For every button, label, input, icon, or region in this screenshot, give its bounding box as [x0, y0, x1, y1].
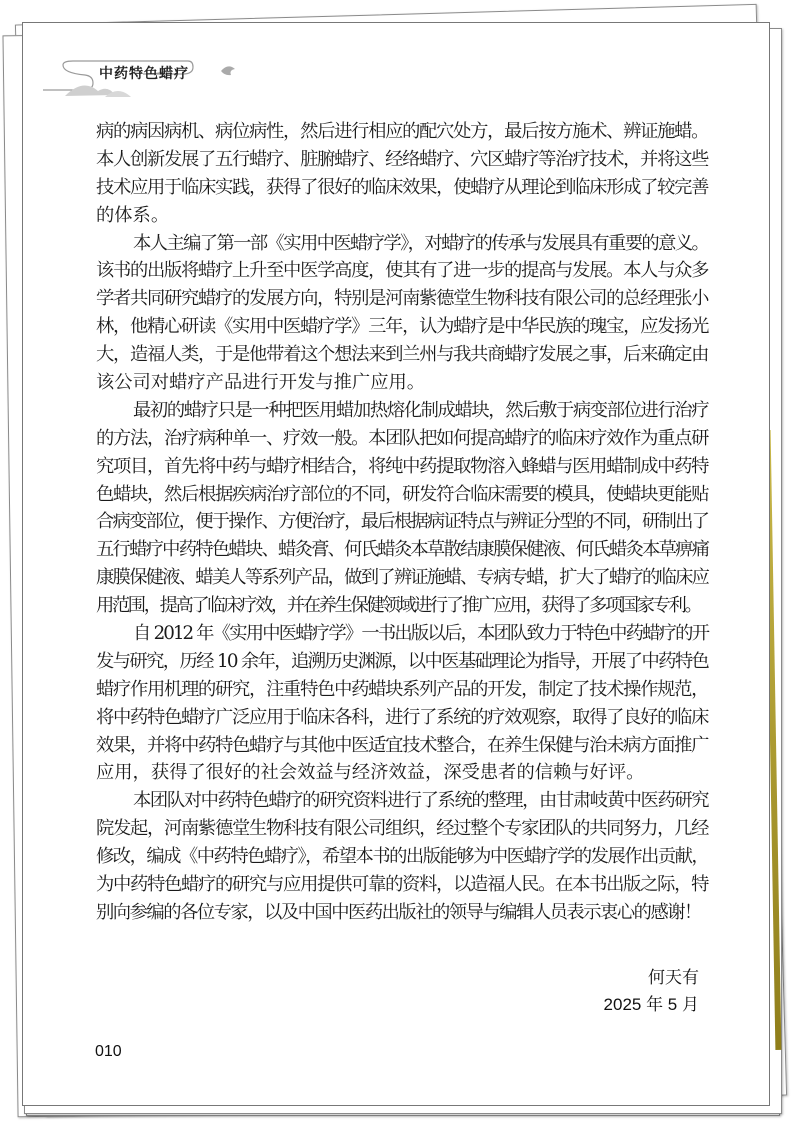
text-line: 色蜡块，然后根据疾病治疗部位的不同，研发符合临床需要的模具，使蜡块更能贴: [96, 483, 708, 505]
text-line: 的方法，治疗病种单一、疗效一般。本团队把如何提高蜡疗的临床疗效作为重点研: [96, 427, 708, 449]
author-signature: 何天有: [648, 968, 699, 987]
paragraph: [96, 787, 708, 926]
signature-date: 2025 年 5 月: [603, 995, 699, 1014]
paragraph: [96, 118, 708, 230]
text-line: 本团队对中药特色蜡疗的研究资料进行了系统的整理，由甘肃岐黄中医药研究: [133, 790, 708, 812]
text-line: 该书的出版将蜡疗上升至中医学高度，使其有了进一步的提高与发展。本人与众多: [96, 260, 708, 282]
text-line: 最初的蜡疗只是一种把医用蜡加热熔化制成蜡块，然后敷于病变部位进行治疗: [133, 399, 708, 421]
text-line: 学者共同研究蜡疗的发展方向，特别是河南紫德堂生物科技有限公司的总经理张小: [96, 288, 708, 310]
paragraph: [96, 620, 708, 787]
text-line: 别向参编的各位专家，以及中国中医药出版社的领导与编辑人员表示衷心的感谢！: [96, 901, 701, 923]
text-line: 的体系。: [96, 204, 170, 226]
running-header: [23, 23, 769, 103]
text-line: 大，造福人类，于是他带着这个想法来到兰州与我共商蜡疗发展之事，后来确定由: [96, 344, 708, 366]
text-line: 合病变部位，便于操作、方便治疗，最后根据病证特点与辨证分型的不同，研制出了: [96, 511, 708, 533]
paragraph: [96, 230, 708, 397]
running-title: 中药特色蜡疗: [99, 66, 189, 82]
body-text: [96, 118, 708, 927]
text-line: 本人主编了第一部《实用中医蜡疗学》，对蜡疗的传承与发展具有重要的意义。: [133, 232, 708, 254]
text-line: 康膜保健液、蜡美人等系列产品，做到了辨证施蜡、专病专蜡，扩大了蜡疗的临床应: [96, 567, 708, 589]
text-line: 效果，并将中药特色蜡疗与其他中医适宜技术整合，在养生保健与治未病方面推广: [96, 734, 708, 756]
text-line: 五行蜡疗中药特色蜡块、蜡灸膏、何氏蜡灸本草散结康膜保健液、何氏蜡灸本草痹痛: [96, 539, 708, 561]
text-line: 蜡疗作用机理的研究，注重特色中药蜡块系列产品的开发，制定了技术操作规范，: [96, 678, 708, 700]
page-number: 010: [95, 1043, 122, 1060]
text-line: 究项目，首先将中药与蜡疗相结合，将纯中药提取物溶入蜂蜡与医用蜡制成中药特: [96, 455, 708, 477]
text-line: 发与研究，历经 10 余年，追溯历史渊源，以中医基础理论为指导，开展了中药特色: [96, 650, 708, 672]
text-line: 本人创新发展了五行蜡疗、脏腑蜡疗、经络蜡疗、穴区蜡疗等治疗技术，并将这些: [96, 148, 708, 170]
book-page: [22, 22, 770, 1106]
text-line: 应用，获得了很好的社会效益与经济效益，深受患者的信赖与好评。: [96, 762, 645, 784]
text-line: 病的病因病机、病位病性，然后进行相应的配穴处方，最后按方施术、辨证施蜡。: [96, 121, 708, 142]
text-line: 自 2012 年《实用中医蜡疗学》一书出版以后，本团队致力于特色中药蜡疗的开: [133, 623, 708, 645]
text-line: 技术应用于临床实践，获得了很好的临床效果，使蜡疗从理论到临床形成了较完善: [96, 176, 708, 198]
text-line: 该公司对蜡疗产品进行开发与推广应用。: [96, 372, 426, 394]
text-line: 院发起，河南紫德堂生物科技有限公司组织，经过整个专家团队的共同努力，几经: [96, 818, 708, 840]
paragraph: [96, 397, 708, 620]
text-line: 为中药特色蜡疗的研究与应用提供可靠的资料，以造福人民。在本书出版之际，特: [96, 874, 708, 896]
text-line: 用范围，提高了临床疗效，并在养生保健领域进行了推广应用，获得了多项国家专利。: [96, 595, 701, 617]
text-line: 将中药特色蜡疗广泛应用于临床各科，进行了系统的疗效观察，取得了良好的临床: [96, 706, 708, 728]
text-line: 修改，编成《中药特色蜡疗》，希望本书的出版能够为中医蜡疗学的发展作出贡献，: [96, 846, 708, 868]
text-line: 林，他精心研读《实用中医蜡疗学》三年，认为蜡疗是中华民族的瑰宝，应发扬光: [96, 316, 708, 338]
